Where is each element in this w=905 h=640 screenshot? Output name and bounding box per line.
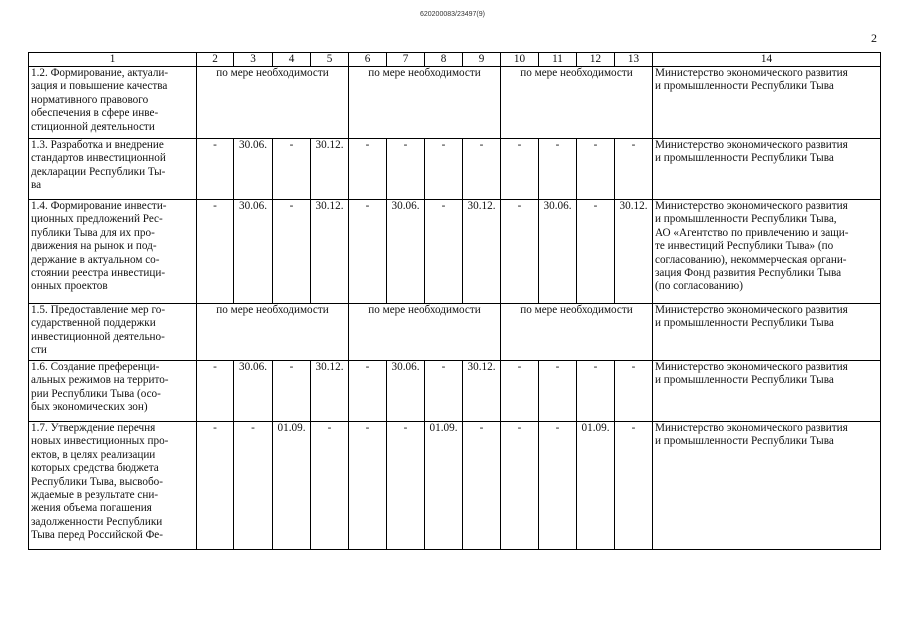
activity-text-line: нормативного правового — [31, 93, 149, 106]
table-row — [29, 67, 881, 139]
deadline-cell: - — [349, 200, 387, 304]
responsible-text-line: Министерство экономического развития — [655, 200, 848, 212]
activity-text-line: 1.5. Предоставление мер го- — [31, 304, 166, 316]
responsible-text-line: Министерство экономического развития — [655, 67, 848, 79]
responsible-cell — [653, 422, 881, 550]
responsible-text-line: и промышленности Республики Тыва — [655, 374, 834, 387]
activity-text-line: стиционной деятельности — [31, 120, 155, 133]
deadline-cell: - — [349, 422, 387, 550]
responsible-text-line: и промышленности Республики Тыва — [655, 435, 834, 448]
activity-text-line: альных режимов на террито- — [31, 374, 169, 387]
deadline-cell: - — [387, 139, 425, 200]
deadline-cell: - — [197, 361, 234, 422]
document-id: 620200083/23497(9) — [419, 11, 485, 18]
merged-period-cell: по мере необходимости — [349, 67, 501, 139]
deadline-cell: - — [463, 422, 501, 550]
responsible-cell — [653, 200, 881, 304]
deadline-cell: 30.12. — [311, 361, 349, 422]
responsible-text-line: и промышленности Республики Тыва — [655, 80, 834, 93]
deadline-cell: - — [425, 139, 463, 200]
activity-cell — [29, 139, 197, 200]
deadline-cell: - — [197, 200, 234, 304]
header-cell: 14 — [653, 53, 881, 67]
header-cell: 7 — [387, 53, 425, 67]
activity-text-line: 1.7. Утверждение перечня — [31, 422, 156, 434]
header-cell: 2 — [197, 53, 234, 67]
table-row — [29, 139, 881, 200]
responsible-text-line: АО «Агентство по привлечению и защи- — [655, 226, 849, 239]
responsible-cell — [653, 67, 881, 139]
activity-text-line: декларации Республики Ты- — [31, 165, 166, 178]
responsible-text-line: Министерство экономического развития — [655, 361, 848, 373]
deadline-cell: 30.06. — [539, 200, 577, 304]
header-cell: 8 — [425, 53, 463, 67]
header-cell: 5 — [311, 53, 349, 67]
activity-text-line: которых средства бюджета — [31, 462, 159, 475]
deadline-cell: - — [197, 422, 234, 550]
activity-text-line: жения объема погашения — [31, 502, 152, 515]
deadline-cell: 01.09. — [577, 422, 615, 550]
deadline-cell: - — [615, 361, 653, 422]
header-cell: 11 — [539, 53, 577, 67]
activity-text-line: стоянии реестра инвестици- — [31, 267, 166, 280]
deadline-cell: 30.12. — [463, 200, 501, 304]
merged-period-cell: по мере необходимости — [197, 304, 349, 361]
activity-text-line: задолженности Республики — [31, 515, 163, 528]
activity-text-line: публики Тыва для их про- — [31, 226, 155, 239]
deadline-cell: - — [197, 139, 234, 200]
merged-period-cell: по мере необходимости — [501, 304, 653, 361]
activity-text-line: стандартов инвестиционной — [31, 152, 166, 165]
header-cell: 1 — [29, 53, 197, 67]
activity-text-line: 1.4. Формирование инвести- — [31, 200, 167, 212]
responsible-text-line: те инвестиций Республики Тыва» (по — [655, 240, 834, 253]
deadline-cell: 30.06. — [234, 361, 273, 422]
deadline-cell: - — [577, 200, 615, 304]
activity-text-line: инвестиционной деятельно- — [31, 330, 165, 343]
page-number: 2 — [871, 31, 877, 45]
deadline-cell: 01.09. — [425, 422, 463, 550]
activity-text-line: 1.3. Разработка и внедрение — [31, 139, 164, 151]
activity-text-line: 1.2. Формирование, актуали- — [31, 67, 169, 79]
deadline-cell: 30.12. — [311, 139, 349, 200]
deadline-cell: - — [349, 361, 387, 422]
header-cell: 4 — [273, 53, 311, 67]
activity-text-line: сударственной поддержки — [31, 317, 156, 330]
deadline-cell: - — [539, 361, 577, 422]
responsible-text-line: зация Фонд развития Республики Тыва — [655, 267, 842, 280]
deadline-cell: 30.12. — [463, 361, 501, 422]
activity-cell — [29, 200, 197, 304]
merged-period-cell: по мере необходимости — [349, 304, 501, 361]
activity-text-line: Тыва перед Российской Фе- — [31, 529, 164, 542]
deadline-cell: 30.06. — [387, 361, 425, 422]
responsible-text-line: Министерство экономического развития — [655, 422, 848, 434]
activity-text-line: сти — [31, 344, 47, 357]
deadline-cell: 30.06. — [234, 200, 273, 304]
activity-text-line: ва — [31, 179, 42, 192]
deadline-cell: - — [273, 200, 311, 304]
deadline-cell: 01.09. — [273, 422, 311, 550]
deadline-cell: - — [463, 139, 501, 200]
deadline-cell: - — [234, 422, 273, 550]
merged-period-cell: по мере необходимости — [501, 67, 653, 139]
activity-text-line: обеспечения в сфере инве- — [31, 107, 159, 120]
deadline-cell: - — [501, 361, 539, 422]
activity-text-line: онных проектов — [31, 280, 108, 293]
activity-text-line: 1.6. Создание преференци- — [31, 361, 160, 373]
deadline-cell: - — [577, 361, 615, 422]
deadline-cell: - — [501, 422, 539, 550]
activity-cell — [29, 422, 197, 550]
header-cell: 10 — [501, 53, 539, 67]
deadline-cell: - — [539, 422, 577, 550]
deadline-cell: - — [273, 361, 311, 422]
table-row — [29, 200, 881, 304]
deadline-cell: - — [349, 139, 387, 200]
activity-text-line: новых инвестиционных про- — [31, 435, 169, 448]
activity-text-line: рии Республики Тыва (осо- — [31, 387, 161, 400]
responsible-text-line: и промышленности Республики Тыва, — [655, 213, 837, 226]
deadline-cell: - — [615, 422, 653, 550]
deadline-cell: - — [273, 139, 311, 200]
column-number-header — [29, 53, 881, 67]
merged-period-cell: по мере необходимости — [197, 67, 349, 139]
responsible-cell — [653, 304, 881, 361]
deadline-cell: - — [577, 139, 615, 200]
activity-text-line: ждаемые в результате сни- — [31, 489, 159, 502]
header-cell: 9 — [463, 53, 501, 67]
activity-text-line: бых экономических зон) — [31, 401, 148, 414]
responsible-text-line: согласованию), некоммерческая органи- — [655, 253, 847, 266]
header-cell: 12 — [577, 53, 615, 67]
activity-text-line: держание в актуальном со- — [31, 253, 160, 266]
table-row — [29, 304, 881, 361]
deadline-cell: 30.12. — [615, 200, 653, 304]
activity-text-line: зация и повышение качества — [31, 80, 168, 93]
responsible-text-line: и промышленности Республики Тыва — [655, 152, 834, 165]
deadline-cell: 30.12. — [311, 200, 349, 304]
activity-text-line: ционных предложений Рес- — [31, 213, 163, 226]
responsible-text-line: (по согласованию) — [655, 280, 743, 293]
table-row — [29, 361, 881, 422]
deadline-cell: - — [501, 200, 539, 304]
activity-cell — [29, 304, 197, 361]
activity-text-line: ектов, в целях реализации — [31, 448, 156, 461]
responsible-cell — [653, 139, 881, 200]
deadline-cell: - — [387, 422, 425, 550]
schedule-table — [28, 52, 881, 550]
activity-text-line: движения на рынок и под- — [31, 240, 157, 253]
activity-text-line: Республики Тыва, высвобо- — [31, 475, 163, 488]
deadline-cell: - — [425, 200, 463, 304]
responsible-text-line: Министерство экономического развития — [655, 139, 848, 151]
deadline-cell: - — [539, 139, 577, 200]
responsible-text-line: и промышленности Республики Тыва — [655, 317, 834, 330]
deadline-cell: 30.06. — [387, 200, 425, 304]
deadline-cell: - — [501, 139, 539, 200]
deadline-cell: - — [311, 422, 349, 550]
table-row — [29, 422, 881, 550]
activity-cell — [29, 361, 197, 422]
deadline-cell: - — [425, 361, 463, 422]
header-cell: 13 — [615, 53, 653, 67]
activity-cell — [29, 67, 197, 139]
responsible-cell — [653, 361, 881, 422]
header-cell: 6 — [349, 53, 387, 67]
deadline-cell: 30.06. — [234, 139, 273, 200]
header-cell: 3 — [234, 53, 273, 67]
responsible-text-line: Министерство экономического развития — [655, 304, 848, 316]
deadline-cell: - — [615, 139, 653, 200]
